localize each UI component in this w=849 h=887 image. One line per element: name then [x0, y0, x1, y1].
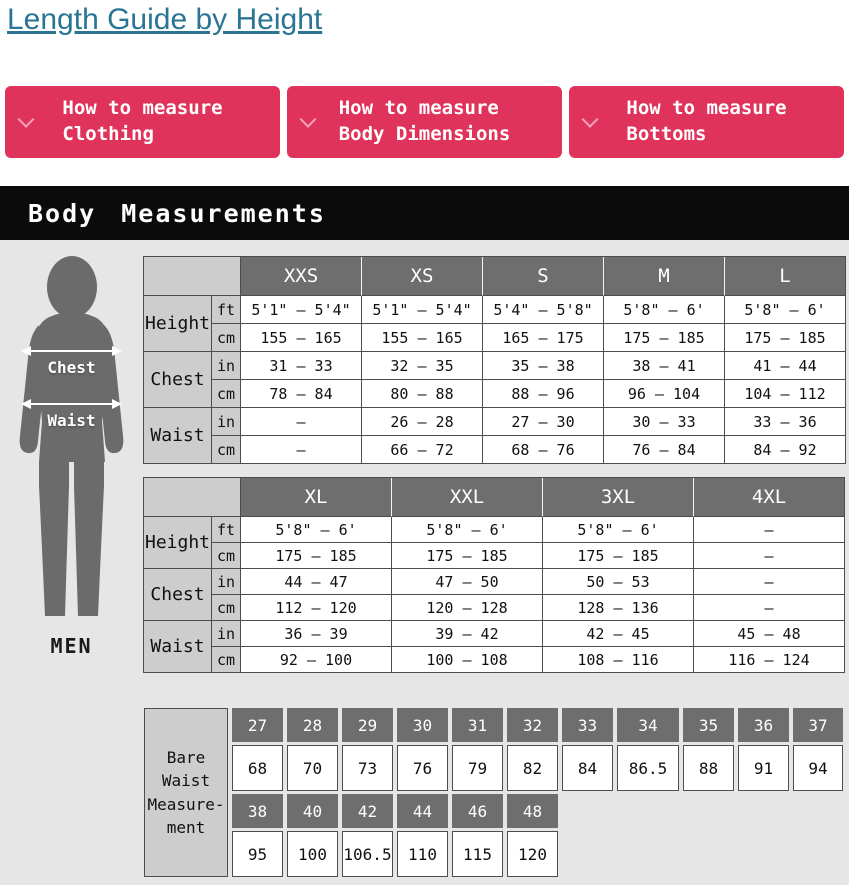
measurement-value-cell: 112 – 120 [241, 595, 392, 621]
measurement-value-cell: – [694, 543, 845, 569]
measurement-value-cell: 39 – 42 [392, 621, 543, 647]
measure-label-cell: Height [144, 517, 212, 569]
table-row [144, 708, 843, 742]
body-figure-column [0, 256, 143, 880]
measurement-value-cell: 78 – 84 [241, 380, 362, 408]
measurement-value-cell: – [694, 517, 845, 543]
button-label [626, 96, 786, 147]
measurement-value-cell: 175 – 185 [241, 543, 392, 569]
table-row [144, 352, 846, 380]
measurement-value-cell: 100 – 108 [392, 647, 543, 673]
table-row [144, 647, 845, 673]
bare-waist-value-cell: 76 [397, 745, 448, 791]
measurement-value-cell: 33 – 36 [725, 408, 846, 436]
size-header-cell: XXS [241, 257, 362, 296]
button-label-line2: Clothing [62, 123, 154, 145]
measurement-value-cell: 44 – 47 [241, 569, 392, 595]
bare-waist-size-cell: 42 [342, 794, 393, 828]
measurement-value-cell: 5'1" – 5'4" [362, 296, 483, 324]
measurement-value-cell: 175 – 185 [604, 324, 725, 352]
measurement-value-cell: 38 – 41 [604, 352, 725, 380]
unit-cell: cm [212, 324, 241, 352]
male-silhouette-icon [8, 256, 135, 622]
size-header-cell: S [483, 257, 604, 296]
figure-waist-label: Waist [47, 411, 96, 430]
bare-waist-value-cell: 115 [452, 831, 503, 877]
unit-cell: cm [212, 647, 241, 673]
bare-waist-value-cell: 94 [793, 745, 843, 791]
measurement-value-cell: – [694, 569, 845, 595]
measurement-value-cell: 155 – 165 [362, 324, 483, 352]
unit-cell: in [212, 621, 241, 647]
bare-waist-size-cell: 34 [617, 708, 679, 742]
measurement-value-cell: 116 – 124 [694, 647, 845, 673]
button-label-line2: Body Dimensions [338, 123, 511, 145]
measurement-value-cell: 47 – 50 [392, 569, 543, 595]
table-row [144, 831, 843, 877]
table-row [144, 745, 843, 791]
measurement-value-cell: 30 – 33 [604, 408, 725, 436]
unit-cell: in [212, 352, 241, 380]
bare-waist-size-cell: 40 [287, 794, 338, 828]
unit-cell: cm [212, 436, 241, 464]
chevron-down-icon [18, 111, 35, 128]
measurement-value-cell: 35 – 38 [483, 352, 604, 380]
size-header-cell: L [725, 257, 846, 296]
chevron-down-icon [582, 111, 599, 128]
tables-column [143, 256, 845, 880]
button-label-line1: How to measure [626, 97, 787, 120]
figure-chest-label: Chest [47, 358, 96, 377]
bare-waist-size-cell: 36 [738, 708, 789, 742]
measurement-value-cell: 165 – 175 [483, 324, 604, 352]
measurement-value-cell: 36 – 39 [241, 621, 392, 647]
chevron-down-icon [300, 111, 317, 128]
body-measurements-section [0, 186, 849, 885]
unit-cell: in [212, 408, 241, 436]
unit-cell: ft [212, 517, 241, 543]
measurement-value-cell: 88 – 96 [483, 380, 604, 408]
bare-waist-size-cell: 44 [397, 794, 448, 828]
how-to-measure-clothing-button[interactable] [5, 86, 280, 158]
measurement-value-cell: 27 – 30 [483, 408, 604, 436]
table-corner-cell [144, 478, 241, 517]
measurement-value-cell: 5'4" – 5'8" [483, 296, 604, 324]
bare-waist-value-cell: 73 [342, 745, 393, 791]
waist-measure-arrow-icon [23, 403, 120, 405]
table-row [144, 543, 845, 569]
measurement-value-cell: 108 – 116 [543, 647, 694, 673]
measurement-value-cell: 68 – 76 [483, 436, 604, 464]
chest-measure-arrow-icon [23, 350, 120, 352]
measure-label-cell: Waist [144, 408, 212, 464]
page-title-link[interactable]: Length Guide by Height [7, 3, 323, 36]
measure-label-cell: Chest [144, 569, 212, 621]
unit-cell: in [212, 569, 241, 595]
measurement-value-cell: 66 – 72 [362, 436, 483, 464]
bare-waist-size-cell: 31 [452, 708, 503, 742]
unit-cell: cm [212, 543, 241, 569]
bare-waist-value-cell: 100 [287, 831, 338, 877]
measurement-value-cell: 5'8" – 6' [392, 517, 543, 543]
measurement-value-cell: 5'8" – 6' [241, 517, 392, 543]
size-header-cell: XS [362, 257, 483, 296]
bare-waist-size-cell: 48 [507, 794, 558, 828]
measurement-value-cell: 175 – 185 [392, 543, 543, 569]
size-header-cell: XL [241, 478, 392, 517]
bare-waist-value-cell: 106.5 [342, 831, 393, 877]
bare-waist-label-cell: Bare Waist Measure- ment [144, 708, 228, 877]
measurement-value-cell: 45 – 48 [694, 621, 845, 647]
measurement-value-cell: 104 – 112 [725, 380, 846, 408]
button-label-line2: Bottoms [626, 123, 707, 145]
bare-waist-value-cell: 79 [452, 745, 503, 791]
measurement-value-cell: 5'8" – 6' [543, 517, 694, 543]
table-row [144, 436, 846, 464]
size-table-xxs-to-l [143, 256, 846, 464]
measurement-value-cell: – [241, 408, 362, 436]
measure-label-cell: Chest [144, 352, 212, 408]
measurement-value-cell: 50 – 53 [543, 569, 694, 595]
button-label-line1: How to measure [62, 97, 223, 120]
size-header-cell: M [604, 257, 725, 296]
bare-waist-size-cell: 29 [342, 708, 393, 742]
bare-waist-value-cell: 84 [562, 745, 613, 791]
bare-waist-value-cell: 120 [507, 831, 558, 877]
table-row [144, 296, 846, 324]
body-silhouette [8, 256, 135, 626]
size-header-cell: 4XL [694, 478, 845, 517]
figure-caption: MEN [50, 634, 93, 658]
measurement-value-cell: 155 – 165 [241, 324, 362, 352]
measurement-value-cell: 92 – 100 [241, 647, 392, 673]
measure-label-cell: Waist [144, 621, 212, 673]
size-header-cell: 3XL [543, 478, 694, 517]
size-header-cell: XXL [392, 478, 543, 517]
bare-waist-size-cell: 27 [232, 708, 283, 742]
bare-waist-value-cell: 70 [287, 745, 338, 791]
measurement-value-cell: 26 – 28 [362, 408, 483, 436]
section-banner: Body Measurements [0, 186, 849, 240]
measurement-value-cell: 42 – 45 [543, 621, 694, 647]
table-row [144, 517, 845, 543]
bare-waist-value-cell: 86.5 [617, 745, 679, 791]
measurement-value-cell: 80 – 88 [362, 380, 483, 408]
table-corner-cell [144, 257, 241, 296]
bare-waist-value-cell: 88 [683, 745, 734, 791]
bare-waist-size-cell: 35 [683, 708, 734, 742]
table-row [144, 569, 845, 595]
table-row [144, 380, 846, 408]
measurement-value-cell: 128 – 136 [543, 595, 694, 621]
measurement-value-cell: 175 – 185 [543, 543, 694, 569]
unit-cell: cm [212, 595, 241, 621]
bare-waist-size-cell: 46 [452, 794, 503, 828]
bare-waist-size-cell: 32 [507, 708, 558, 742]
measurement-value-cell: – [241, 436, 362, 464]
bare-waist-size-cell: 33 [562, 708, 613, 742]
table-row [144, 621, 845, 647]
table-row [144, 794, 843, 828]
measurement-value-cell: 5'1" – 5'4" [241, 296, 362, 324]
how-to-measure-bottoms-button[interactable] [569, 86, 844, 158]
button-label-line1: How to measure [338, 97, 499, 120]
unit-cell: ft [212, 296, 241, 324]
measurement-value-cell: 5'8" – 6' [604, 296, 725, 324]
bare-waist-measurement-table [140, 705, 847, 880]
measurement-value-cell: 31 – 33 [241, 352, 362, 380]
bare-waist-value-cell: 82 [507, 745, 558, 791]
table-row [144, 324, 846, 352]
measurement-value-cell: – [694, 595, 845, 621]
table-row [144, 408, 846, 436]
button-label [62, 96, 222, 147]
measurement-value-cell: 32 – 35 [362, 352, 483, 380]
table-row [144, 595, 845, 621]
button-label [339, 96, 511, 147]
how-to-measure-body-dimensions-button[interactable] [287, 86, 562, 158]
section-content [0, 240, 849, 880]
measurement-value-cell: 5'8" – 6' [725, 296, 846, 324]
size-table-xl-to-4xl [143, 477, 845, 673]
bare-waist-value-cell: 110 [397, 831, 448, 877]
bare-waist-value-cell: 68 [232, 745, 283, 791]
measurement-value-cell: 41 – 44 [725, 352, 846, 380]
bare-waist-size-cell: 37 [793, 708, 843, 742]
measurement-value-cell: 120 – 128 [392, 595, 543, 621]
measurement-value-cell: 96 – 104 [604, 380, 725, 408]
bare-waist-value-cell: 95 [232, 831, 283, 877]
bare-waist-value-cell: 91 [738, 745, 789, 791]
unit-cell: cm [212, 380, 241, 408]
measure-label-cell: Height [144, 296, 212, 352]
bare-waist-size-cell: 28 [287, 708, 338, 742]
bare-waist-size-cell: 30 [397, 708, 448, 742]
measurement-value-cell: 84 – 92 [725, 436, 846, 464]
measurement-value-cell: 76 – 84 [604, 436, 725, 464]
accordion-button-row [5, 86, 844, 158]
bare-waist-size-cell: 38 [232, 794, 283, 828]
measurement-value-cell: 175 – 185 [725, 324, 846, 352]
